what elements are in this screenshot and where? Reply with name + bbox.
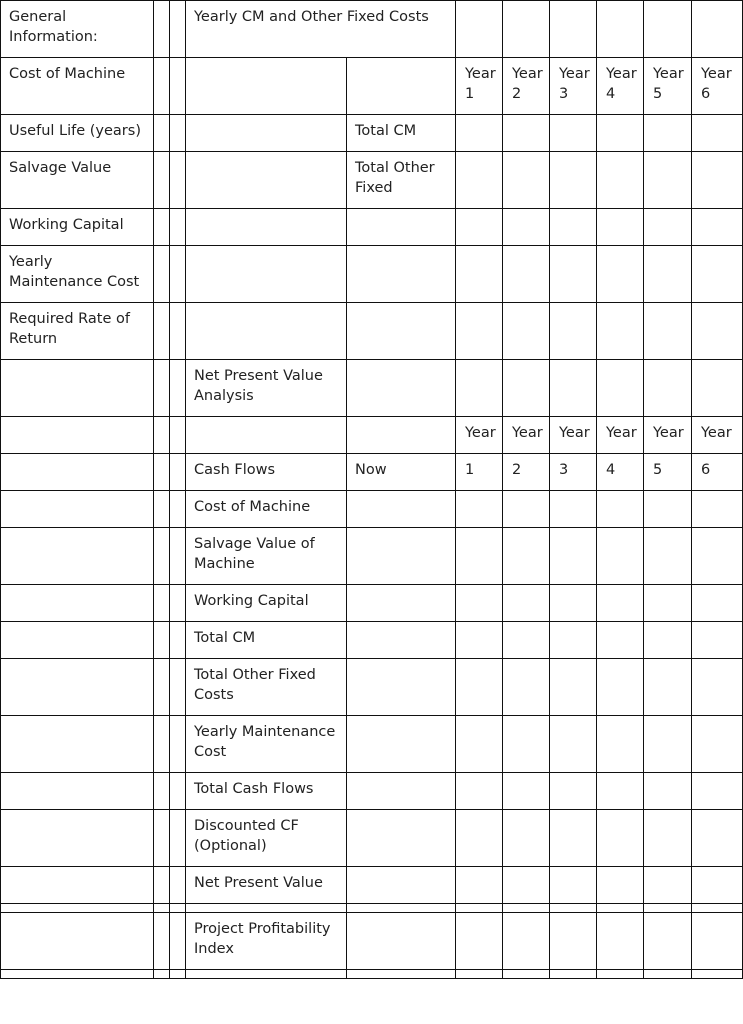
cm-row-total-cm: Total CM bbox=[347, 115, 456, 152]
table-row bbox=[1, 622, 743, 659]
spacer-row bbox=[1, 970, 743, 979]
table-row bbox=[1, 360, 743, 417]
npv-row-salvage-value: Salvage Value of Machine bbox=[186, 528, 347, 585]
npv-row-total-cm: Total CM bbox=[186, 622, 347, 659]
cm-section-title: Yearly CM and Other Fixed Costs bbox=[186, 1, 456, 58]
general-item-salvage-value: Salvage Value bbox=[1, 152, 154, 209]
npv-row-working-capital: Working Capital bbox=[186, 585, 347, 622]
npv-profitability-index: Project Profitability Index bbox=[186, 913, 347, 970]
table-row bbox=[1, 152, 743, 209]
cm-year-header: Year 5 bbox=[644, 58, 692, 115]
npv-row-yearly-maintenance: Yearly Maintenance Cost bbox=[186, 716, 347, 773]
npv-year-word: Year bbox=[644, 417, 692, 454]
table-row bbox=[1, 58, 743, 115]
table-row bbox=[1, 528, 743, 585]
npv-row-discounted-cf: Discounted CF (Optional) bbox=[186, 810, 347, 867]
table-row bbox=[1, 246, 743, 303]
table-row bbox=[1, 303, 743, 360]
npv-row-cost-of-machine: Cost of Machine bbox=[186, 491, 347, 528]
cm-row-total-other-fixed: Total Other Fixed bbox=[347, 152, 456, 209]
cm-year-header: Year 6 bbox=[692, 58, 743, 115]
npv-year-word: Year bbox=[456, 417, 503, 454]
general-item-yearly-maintenance: Yearly Maintenance Cost bbox=[1, 246, 154, 303]
npv-row-total-other-fixed: Total Other Fixed Costs bbox=[186, 659, 347, 716]
general-info-header: General Information: bbox=[1, 1, 154, 58]
cm-year-header: Year 3 bbox=[550, 58, 597, 115]
npv-year-word: Year bbox=[550, 417, 597, 454]
cm-year-header: Year 4 bbox=[597, 58, 644, 115]
npv-year-number: 6 bbox=[692, 454, 743, 491]
npv-year-number: 4 bbox=[597, 454, 644, 491]
npv-year-word: Year bbox=[503, 417, 550, 454]
npv-year-word: Year bbox=[597, 417, 644, 454]
table-row bbox=[1, 810, 743, 867]
table-row bbox=[1, 773, 743, 810]
general-item-required-return: Required Rate of Return bbox=[1, 303, 154, 360]
table-row bbox=[1, 209, 743, 246]
npv-year-word: Year bbox=[692, 417, 743, 454]
cm-year-header: Year 1 bbox=[456, 58, 503, 115]
table-row bbox=[1, 491, 743, 528]
npv-row-total-cash-flows: Total Cash Flows bbox=[186, 773, 347, 810]
general-item-working-capital: Working Capital bbox=[1, 209, 154, 246]
table-row bbox=[1, 659, 743, 716]
cm-year-header: Year 2 bbox=[503, 58, 550, 115]
npv-row-net-present-value: Net Present Value bbox=[186, 867, 347, 904]
npv-year-number: 3 bbox=[550, 454, 597, 491]
npv-year-number: 2 bbox=[503, 454, 550, 491]
header-row bbox=[1, 1, 743, 58]
table-row bbox=[1, 454, 743, 491]
table-row bbox=[1, 716, 743, 773]
npv-cash-flows-label: Cash Flows bbox=[186, 454, 347, 491]
table-row bbox=[1, 585, 743, 622]
npv-section-title: Net Present Value Analysis bbox=[186, 360, 347, 417]
general-item-useful-life: Useful Life (years) bbox=[1, 115, 154, 152]
npv-year-number: 5 bbox=[644, 454, 692, 491]
table-row bbox=[1, 867, 743, 904]
npv-year-number: 1 bbox=[456, 454, 503, 491]
general-item-cost-of-machine: Cost of Machine bbox=[1, 58, 154, 115]
table-row bbox=[1, 913, 743, 970]
spacer-row bbox=[1, 904, 743, 913]
npv-now-label: Now bbox=[347, 454, 456, 491]
table-row bbox=[1, 417, 743, 454]
table-row bbox=[1, 115, 743, 152]
